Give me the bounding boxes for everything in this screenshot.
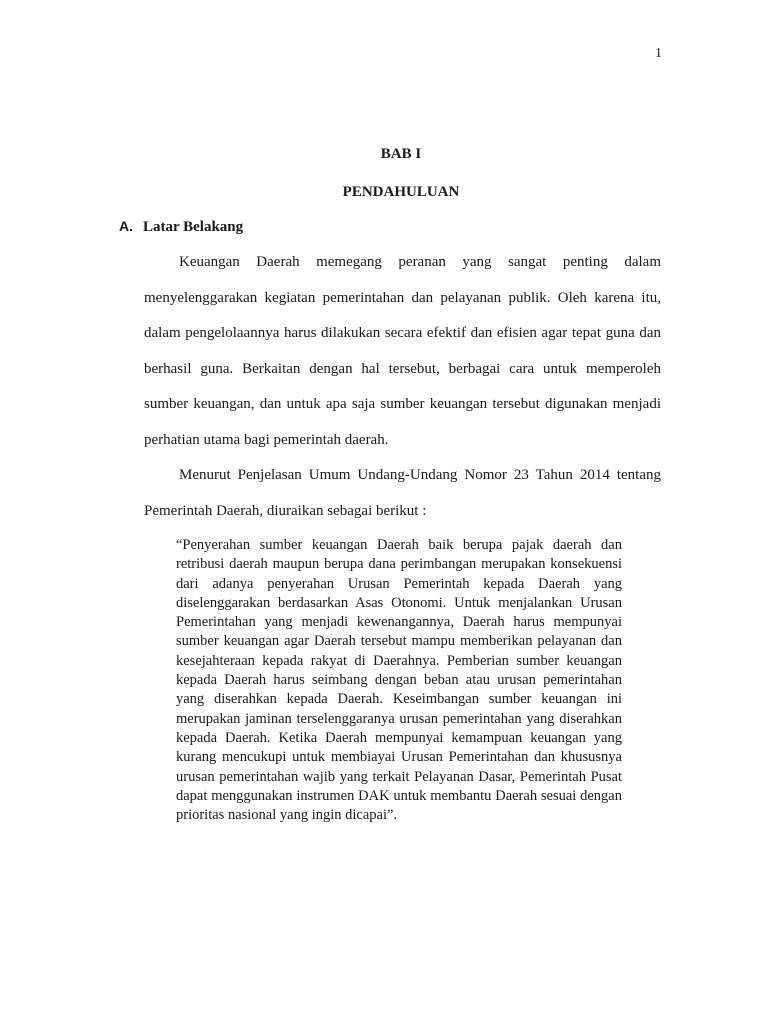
section-title: Latar Belakang (143, 219, 244, 235)
page-number: 1 (655, 46, 662, 61)
section-heading (119, 218, 243, 236)
paragraph-2: Menurut Penjelasan Umum Undang-Undang Nomor 23 Tahun 2014 tentang Pemerintah Daerah, diuraikan sebagai berikut : (144, 467, 661, 519)
block-quote: “Penyerahan sumber keuangan Daerah baik berupa pajak daerah dan retribusi daerah maupun berupa dana perimbangan merupakan konsekuensi dari adanya penyerahan Urusan Pemerintah kepada Daerah yang diselenggarakan berdasarkan Asas Otonomi. Untuk menjalankan Urusan Pemerintahan yang menjadi kewenangannya, Daerah harus mempunyai sumber keuangan agar Daerah tersebut mampu memberikan pelayanan dan kesejahteraan kepada rakyat di Daerahnya. Pemberian sumber keuangan kepada Daerah harus seimbang dengan beban atau urusan pemerintahan yang diserahkan kepada Daerah. Keseimbangan sumber keuangan ini merupakan jaminan terselenggaranya urusan pemerintahan yang diserahkan kepada Daerah. Ketika Daerah mempunyai kemampuan keuangan yang kurang mencukupi untuk membiayai Urusan Pemerintahan dan khususnya urusan pemerintahan wajib yang terkait Pelayanan Dasar, Pemerintah Pusat dapat menggunakan instrumen DAK untuk membantu Daerah sesuai dengan prioritas nasional yang ingin dicapai”. (176, 537, 622, 824)
section-letter: A. (119, 218, 133, 234)
paragraph-1: Keuangan Daerah memegang peranan yang sangat penting dalam menyelenggarakan kegiatan pemerintahan dan pelayanan publik. Oleh karena itu, dalam pengelolaannya harus dilakukan secara efektif dan efisien agar tepat guna dan berhasil guna. Berkaitan dengan hal tersebut, berbagai cara untuk memperoleh sumber keuangan, dan untuk apa saja sumber keuangan tersebut digunakan menjadi perhatian utama bagi pemerintah daerah. (144, 254, 661, 448)
chapter-title: BAB I (380, 146, 422, 162)
chapter-subtitle: PENDAHULUAN (342, 184, 460, 200)
